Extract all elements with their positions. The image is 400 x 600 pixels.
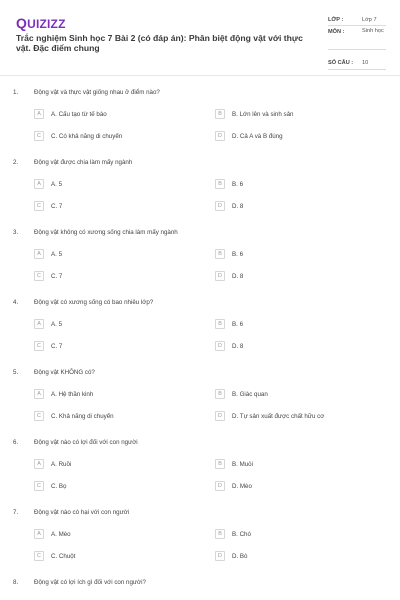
option-text: B. 6	[232, 181, 244, 188]
answer-option[interactable]	[34, 109, 194, 121]
meta-row-socau	[328, 56, 386, 70]
answer-option[interactable]	[215, 459, 375, 471]
answer-option[interactable]	[215, 551, 375, 563]
option-letter-box: B	[215, 459, 225, 469]
question-text: Động vật được chia làm mấy ngành	[34, 159, 133, 166]
question-item	[0, 158, 400, 228]
answer-option[interactable]	[215, 481, 375, 493]
option-letter-box: D	[215, 341, 225, 351]
option-letter-box: C	[34, 341, 44, 351]
option-text: B. 6	[232, 321, 244, 328]
answer-option[interactable]	[34, 249, 194, 261]
option-text: D. 8	[232, 203, 244, 210]
option-letter-box: C	[34, 551, 44, 561]
answer-option[interactable]	[215, 201, 375, 213]
question-item	[0, 88, 400, 158]
option-text: C. Khả năng di chuyển	[51, 413, 114, 420]
answer-option[interactable]	[215, 341, 375, 353]
question-number: 8.	[13, 579, 19, 586]
answer-option[interactable]	[215, 271, 375, 283]
option-text: D. Cả A và B đúng	[232, 133, 283, 140]
answer-option[interactable]	[215, 529, 375, 541]
option-text: A. Hệ thần kinh	[51, 391, 94, 398]
question-item	[0, 508, 400, 578]
socau-value: 10	[362, 60, 369, 66]
question-text: Động vật nào có hại với con người	[34, 509, 130, 516]
option-text: D. 8	[232, 343, 244, 350]
lop-label: LỚP :	[328, 17, 344, 23]
answer-option[interactable]	[34, 201, 194, 213]
page-title: Trắc nghiệm Sinh học 7 Bài 2 (có đáp án): Phân biệt động vật với thực vật. Đặc điểm chung	[16, 33, 303, 53]
answer-option[interactable]	[34, 179, 194, 191]
meta-row-mon	[328, 26, 386, 50]
option-text: B. Muỗi	[232, 461, 253, 468]
option-letter-box: D	[215, 481, 225, 491]
question-item	[0, 228, 400, 298]
option-text: A. 5	[51, 321, 63, 328]
option-letter-box: A	[34, 459, 44, 469]
question-number: 7.	[13, 509, 19, 516]
answer-option[interactable]	[215, 249, 375, 261]
question-number: 1.	[13, 89, 19, 96]
answer-option[interactable]	[34, 271, 194, 283]
answer-option[interactable]	[34, 389, 194, 401]
answer-option[interactable]	[34, 459, 194, 471]
question-text: Động vật có xương sống có bao nhiêu lớp?	[34, 299, 154, 306]
option-text: A. 5	[51, 181, 63, 188]
question-text: Động vật và thực vật giống nhau ở điểm nào?	[34, 89, 160, 96]
logo-text: UIZIZZ	[27, 17, 66, 31]
answer-option[interactable]	[215, 411, 375, 423]
answer-option[interactable]	[34, 411, 194, 423]
answer-option[interactable]	[215, 131, 375, 143]
option-text: B. Giác quan	[232, 391, 268, 398]
question-item	[0, 298, 400, 368]
option-letter-box: B	[215, 389, 225, 399]
lop-value: Lớp 7	[362, 17, 377, 23]
mon-value: Sinh học	[362, 28, 384, 34]
answer-option[interactable]	[34, 551, 194, 563]
option-text: C. 7	[51, 203, 63, 210]
question-text: Động vật nào có lợi đối với con người	[34, 439, 138, 446]
header-divider	[0, 75, 400, 76]
option-text: B. Lớn lên và sinh sản	[232, 111, 294, 118]
option-letter-box: A	[34, 179, 44, 189]
header	[0, 0, 400, 70]
answer-option[interactable]	[34, 341, 194, 353]
option-text: D. 8	[232, 273, 244, 280]
option-letter-box: B	[215, 529, 225, 539]
option-letter-box: B	[215, 319, 225, 329]
question-number: 5.	[13, 369, 19, 376]
question-item	[0, 438, 400, 508]
option-text: D. Mèo	[232, 483, 252, 490]
option-letter-box: C	[34, 131, 44, 141]
option-text: D. Bò	[232, 553, 248, 560]
meta-panel	[328, 14, 386, 70]
option-text: C. 7	[51, 343, 63, 350]
option-text: C. Có khả năng di chuyển	[51, 133, 123, 140]
option-text: A. 5	[51, 251, 63, 258]
question-number: 6.	[13, 439, 19, 446]
answer-option[interactable]	[215, 319, 375, 331]
option-letter-box: A	[34, 249, 44, 259]
socau-label: SỐ CÂU :	[328, 60, 354, 66]
option-letter-box: A	[34, 319, 44, 329]
question-text: Động vật có lợi ích gì đối với con người?	[34, 579, 146, 586]
option-letter-box: A	[34, 389, 44, 399]
answer-option[interactable]	[34, 319, 194, 331]
question-number: 4.	[13, 299, 19, 306]
option-letter-box: C	[34, 411, 44, 421]
option-letter-box: D	[215, 551, 225, 561]
option-text: A. Mèo	[51, 531, 71, 538]
answer-option[interactable]	[215, 179, 375, 191]
answer-option[interactable]	[34, 529, 194, 541]
question-number: 3.	[13, 229, 19, 236]
option-text: C. Bọ	[51, 483, 67, 490]
mon-label: MÔN :	[328, 29, 345, 35]
option-letter-box: B	[215, 109, 225, 119]
option-letter-box: D	[215, 201, 225, 211]
option-letter-box: D	[215, 131, 225, 141]
question-item	[0, 368, 400, 438]
option-letter-box: B	[215, 249, 225, 259]
option-text: A. Cấu tạo từ tế bào	[51, 111, 107, 118]
question-text: Động vật KHÔNG có?	[34, 369, 95, 376]
option-text: B. 6	[232, 251, 244, 258]
option-letter-box: D	[215, 271, 225, 281]
option-letter-box: D	[215, 411, 225, 421]
question-number: 2.	[13, 159, 19, 166]
option-text: B. Chó	[232, 531, 251, 538]
question-text: Động vật không có xương sống chia làm mấy ngành	[34, 229, 178, 236]
logo-q: Q	[16, 15, 28, 31]
question-item	[0, 578, 400, 600]
answer-option[interactable]	[215, 109, 375, 121]
option-letter-box: C	[34, 481, 44, 491]
meta-row-lop	[328, 14, 386, 26]
option-letter-box: B	[215, 179, 225, 189]
option-letter-box: A	[34, 109, 44, 119]
answer-option[interactable]	[215, 389, 375, 401]
option-letter-box: C	[34, 201, 44, 211]
option-text: C. 7	[51, 273, 63, 280]
option-text: D. Tự sản xuất được chất hữu cơ	[232, 413, 325, 420]
answer-option[interactable]	[34, 131, 194, 143]
option-text: C. Chuột	[51, 553, 76, 560]
option-letter-box: A	[34, 529, 44, 539]
answer-option[interactable]	[34, 481, 194, 493]
quizizz-logo[interactable]	[16, 15, 66, 31]
option-text: A. Ruồi	[51, 461, 72, 468]
option-letter-box: C	[34, 271, 44, 281]
question-list	[0, 88, 400, 600]
